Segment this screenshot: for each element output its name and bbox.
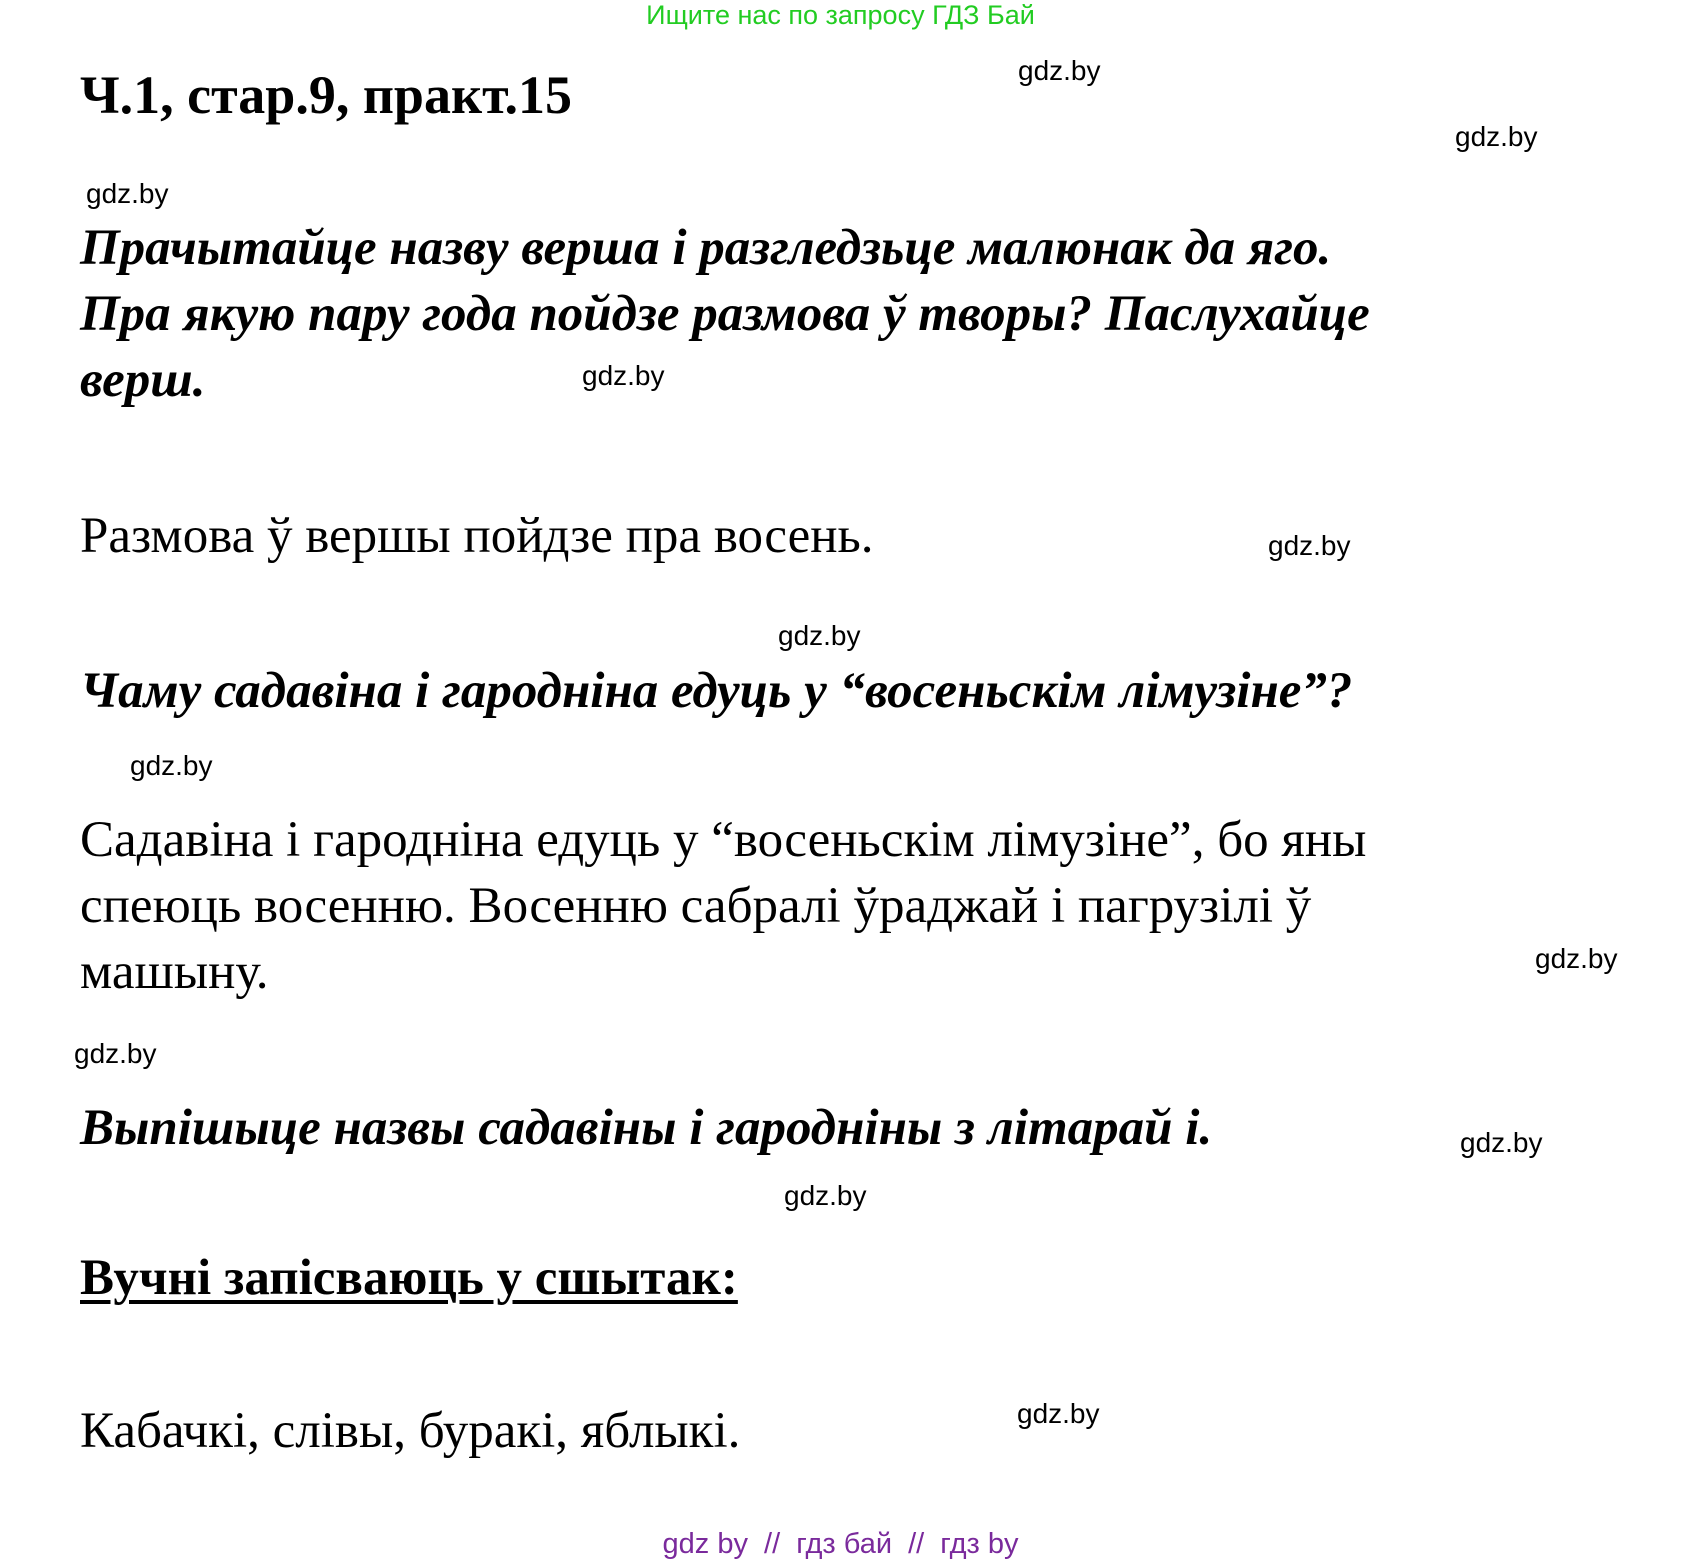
watermark: gdz.by bbox=[1460, 1127, 1543, 1158]
watermark: gdz.by bbox=[778, 620, 861, 651]
question-1 bbox=[80, 215, 1370, 413]
watermark: gdz.by bbox=[784, 1180, 867, 1211]
footer bbox=[0, 1528, 1681, 1560]
answer-2 bbox=[80, 807, 1366, 1005]
question-3: Выпішыце назвы садавіны і гародніны з літарай і. bbox=[80, 1100, 1213, 1156]
footer-separator: // bbox=[764, 1528, 781, 1560]
footer-link[interactable]: гдз by bbox=[940, 1528, 1019, 1560]
watermark: gdz.by bbox=[1268, 530, 1351, 561]
notebook-heading: Вучні запісваюць у сшытак: bbox=[80, 1250, 738, 1306]
watermark: gdz.by bbox=[1455, 121, 1538, 152]
answer-2-line: машыну. bbox=[80, 944, 269, 1000]
question-1-line: верш. bbox=[80, 352, 206, 408]
question-1-line: Прачытайце назву верша і разгледзьце малюнак да яго. bbox=[80, 220, 1332, 276]
watermark: gdz.by bbox=[1535, 943, 1618, 974]
footer-link[interactable]: гдз бай bbox=[796, 1528, 893, 1560]
watermark: gdz.by bbox=[582, 360, 665, 391]
watermark: gdz.by bbox=[130, 750, 213, 781]
page-title: Ч.1, стар.9, практ.15 bbox=[80, 65, 573, 125]
watermark: gdz.by bbox=[1018, 55, 1101, 86]
watermark: gdz.by bbox=[74, 1038, 157, 1069]
answer-3: Кабачкі, слівы, буракі, яблыкі. bbox=[80, 1403, 741, 1459]
watermark: gdz.by bbox=[86, 178, 169, 209]
answer-2-line: Садавіна і гародніна едуць у “восеньскім лімузіне”, бо яны bbox=[80, 812, 1367, 868]
watermark: gdz.by bbox=[1017, 1398, 1100, 1429]
answer-2-line: спеюць восенню. Восенню сабралі ўраджай і пагрузілі ў bbox=[80, 878, 1312, 934]
question-1-line: Пра якую пару года пойдзе размова ў творы? Паслухайце bbox=[80, 286, 1370, 342]
answer-1: Размова ў вершы пойдзе пра восень. bbox=[80, 508, 874, 564]
question-2: Чаму садавіна і гародніна едуць у “восеньскім лімузіне”? bbox=[80, 663, 1353, 719]
footer-separator: // bbox=[908, 1528, 925, 1560]
top-banner: Ищите нас по запросу ГДЗ Бай bbox=[646, 0, 1035, 30]
footer-link[interactable]: gdz by bbox=[662, 1528, 748, 1560]
